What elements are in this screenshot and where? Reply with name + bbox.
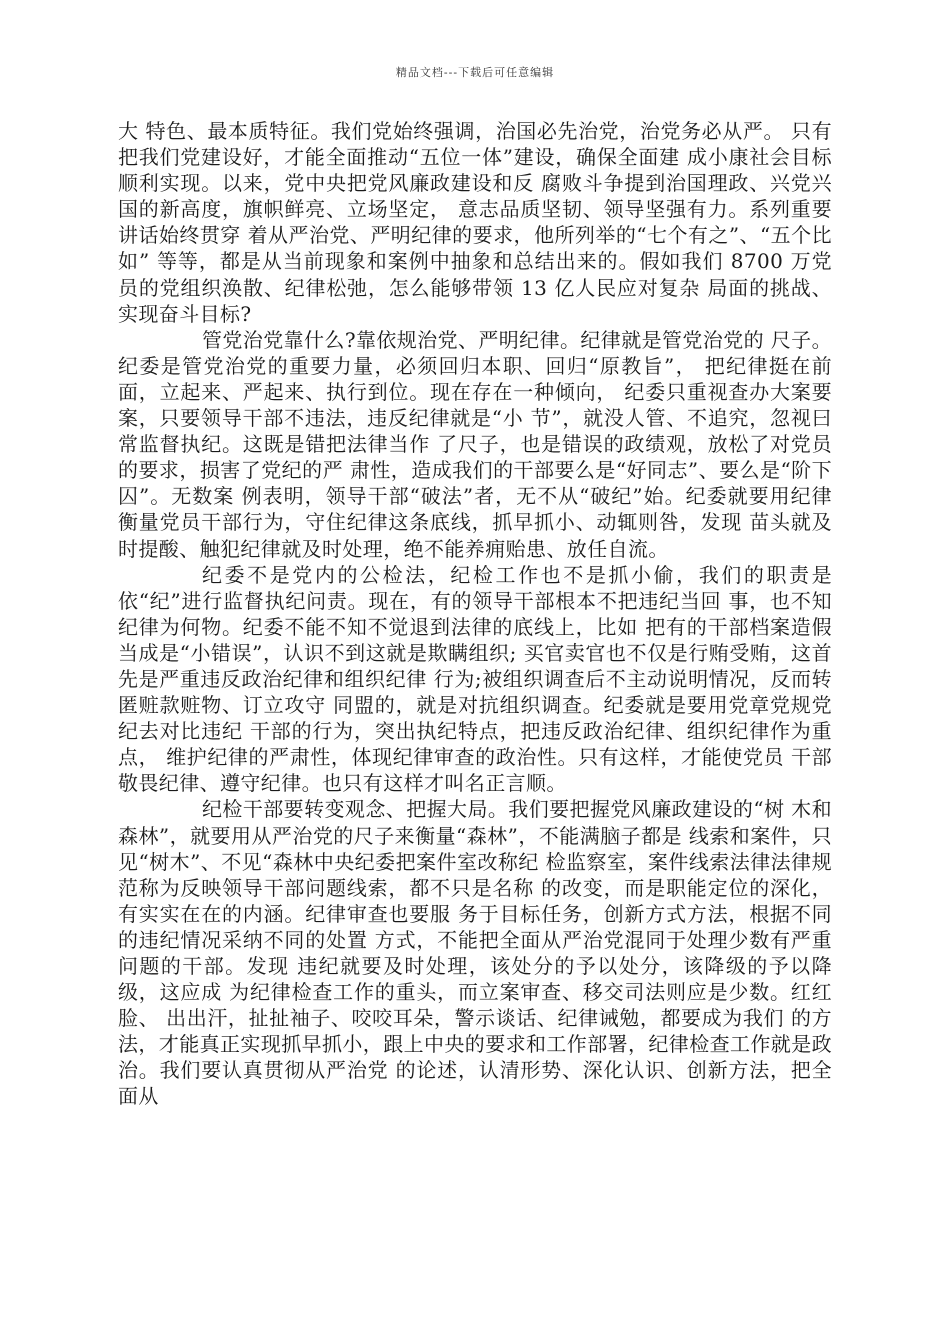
paragraph-1: 大 特色、最本质特征。我们党始终强调，治国必先治党，治党务必从严。 只有把我们党建设好，才能全面推动“五位一体”建设，确保全面建 成小康社会目标顺利实现。以来，党中央把党风廉政建设和反 腐败斗争提到治国理政、兴党兴国的新高度，旗帜鲜亮、立场坚定， 意志品质坚韧、领导坚强有力。系列重要讲话始终贯穿 着从严治党、严明纪律的要求，他所列举的“七个有之”、“五个比如” 等等，都是从当前现象和案例中抽象和总结出来的。假如我们 8700 万党员的党组织涣散、纪律松弛，怎么能够带领 13 亿人民应对复杂 局面的挑战、实现奋斗目标? xyxy=(118,119,832,326)
document-body xyxy=(118,118,832,1110)
paragraph-2: 管党治党靠什么?靠依规治党、严明纪律。纪律就是管党治党的 尺子。纪委是管党治党的重要力量，必须回归本职、回归“原教旨”， 把纪律挺在前面，立起来、严起来、执行到位。现在存在一种倾向， 纪委只重视查办大案要案，只要领导干部不违法，违反纪律就是“小 节”，就没人管、不追究，忽视曰常监督执纪。这既是错把法律当作 了尺子，也是错误的政绩观，放松了对党员的要求，损害了党纪的严 肃性，造成我们的干部要么是“好同志”、要么是“阶下囚”。无数案 例表明，领导干部“破法”者，无不从“破纪”始。纪委就要用纪律 衡量党员干部行为，守住纪律这条底线，抓早抓小、动辄则咎，发现 苗头就及时提酸、触犯纪律就及时处理，绝不能养痈贻患、放任自流。 xyxy=(118,327,832,561)
paragraph-3: 纪委不是党内的公检法，纪检工作也不是抓小偷，我们的职责是 依“纪”进行监督执纪问责。现在，有的领导干部根本不把违纪当回 事，也不知纪律为何物。纪委不能不知不觉退到法律的底线上，比如 把有的干部档案造假当成是“小错误”，认识不到这就是欺瞒组织; 买官卖官也不仅是行贿受贿，这首先是严重违反政治纪律和组织纪律 行为;被组织调查后不主动说明情况，反而转匿赃款赃物、订立攻守 同盟的，就是对抗组织调查。纪委就是要用党章党规党纪去对比违纪 干部的行为，突出执纪特点，把违反政治纪律、组织纪律作为重点， 维护纪律的严肃性，体现纪律审查的政治性。只有这样，才能使党员 干部敬畏纪律、遵守纪律。也只有这样才叫名正言顺。 xyxy=(118,562,832,796)
paragraph-4: 纪检干部要转变观念、把握大局。我们要把握党风廉政建设的“树 木和森林”，就要用从严治党的尺子来衡量“森林”，不能满脑子都是 线索和案件，只见“树木”、不见“森林中央纪委把案件室改称纪 检监察室，案件线索法律法律规范称为反映领导干部问题线索，都不只是名称 的改变，而是职能定位的深化，有实实在在的内涵。纪律审查也要服 务于目标任务，创新方式方法，根据不同的违纪情况采纳不同的处置 方式，不能把全面从严治党混同于处理少数有严重问题的干部。发现 违纪就要及时处理，该处分的予以处分，该降级的予以降级，这应成 为纪律检查工作的重头，而立案审查、移交司法则应是少数。红红脸、 出出汗，扯扯袖子、咬咬耳朵，警示谈话、纪律诫勉，都要成为我们 的方法，才能真正实现抓早抓小，跟上中央的要求和工作部署，纪律检查工作就是政治。我们要认真贯彻从严治党 的论述，认清形势、深化认识、创新方法，把全面从 xyxy=(118,797,832,1109)
page-header: 精品文档---下载后可任意编辑 xyxy=(395,66,555,79)
